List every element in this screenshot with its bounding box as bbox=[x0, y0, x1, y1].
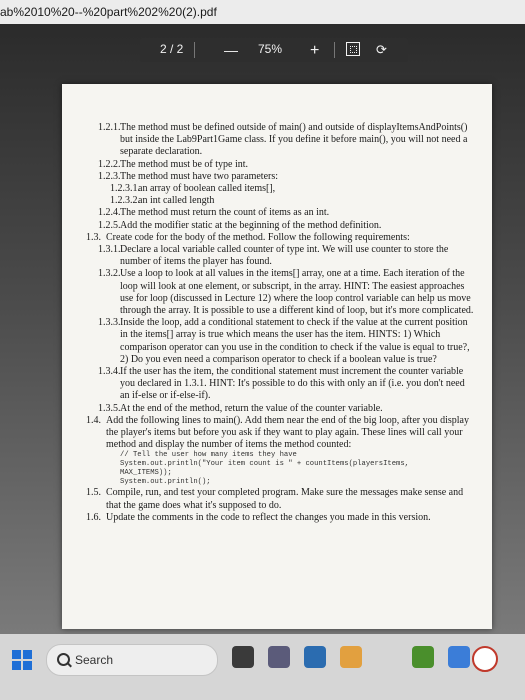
doc-list-item bbox=[86, 171, 476, 183]
doc-list-item bbox=[86, 403, 476, 415]
doc-item-number: 1.2.1. bbox=[98, 122, 121, 133]
page-indicator[interactable]: 2 / 2 bbox=[160, 42, 184, 56]
page-content bbox=[86, 122, 476, 524]
toolbar-divider bbox=[194, 42, 195, 58]
doc-list-item bbox=[86, 244, 476, 268]
doc-item-text: an int called length bbox=[138, 195, 215, 207]
taskbar-app-icon[interactable] bbox=[412, 646, 434, 668]
doc-list-item bbox=[86, 159, 476, 171]
doc-item-number: 1.3. bbox=[86, 231, 101, 243]
doc-item-number: 1.3.5. bbox=[98, 402, 121, 414]
doc-item-number: 1.2.3.1. bbox=[110, 183, 140, 195]
doc-item-text: an array of boolean called items[], bbox=[138, 183, 276, 195]
taskbar-app-icon[interactable] bbox=[304, 646, 326, 668]
doc-item-number: 1.3.4. bbox=[98, 366, 121, 378]
doc-item-number: 1.6. bbox=[86, 511, 101, 523]
doc-item-number: 1.3.3. bbox=[98, 317, 121, 329]
doc-list-item bbox=[86, 183, 476, 195]
doc-item-number: 1.3.1. bbox=[98, 244, 121, 256]
code-block: // Tell the user how many items they have System.out.println("Your item count is " + countItems(playersItems, MAX_ITEMS)); System.out.println(); bbox=[120, 451, 409, 487]
doc-item-number: 1.3.2. bbox=[98, 268, 121, 280]
doc-list-item bbox=[86, 207, 476, 219]
doc-item-number: 1.2.3. bbox=[98, 170, 121, 182]
doc-item-number: 1.2.4. bbox=[98, 207, 121, 219]
window-title: ab%2010%20--%20part%202%20(2).pdf bbox=[0, 5, 217, 19]
doc-item-text: Create code for the body of the method. Follow the following requirements: bbox=[106, 231, 410, 243]
windows-start-icon[interactable] bbox=[12, 650, 32, 670]
doc-item-text: Declare a local variable called counter of type int. We will use counter to store the number of items the player has found. bbox=[120, 244, 449, 268]
window-titlebar bbox=[0, 0, 525, 25]
taskbar-app-icon[interactable] bbox=[268, 646, 290, 668]
rotate-icon[interactable]: ⟳ bbox=[376, 42, 387, 57]
doc-list-item bbox=[86, 366, 476, 403]
browser-icon[interactable] bbox=[472, 646, 498, 672]
doc-item-text: Compile, run, and test your completed program. Make sure the messages make sense and that the game does what it's supposed to do. bbox=[106, 487, 464, 511]
doc-item-number: 1.5. bbox=[86, 487, 101, 499]
doc-list-item bbox=[86, 317, 476, 366]
toolbar-divider bbox=[334, 42, 335, 58]
doc-item-text: Add the following lines to main(). Add them near the end of the big loop, after you display the player's items but before you ask if they want to play again. These lines will call your method and display the number of items the method counted: bbox=[106, 414, 469, 451]
doc-item-number: 1.2.3.2. bbox=[110, 195, 140, 207]
pdf-toolbar bbox=[140, 38, 408, 62]
doc-list-item bbox=[86, 122, 476, 159]
search-label: Search bbox=[75, 653, 114, 667]
doc-list-item bbox=[86, 195, 476, 207]
doc-list-item bbox=[86, 512, 476, 524]
doc-list-item bbox=[86, 268, 476, 317]
doc-item-text: The method must be defined outside of main() and outside of displayItemsAndPoints() but inside the Lab9Part1Game class. If you define it before main(), you will not need a separate declaration. bbox=[120, 122, 468, 158]
doc-item-text: Inside the loop, add a conditional statement to check if the value at the current position in the items[] array is true which means the user has the item. HINTS: 1) Which comparison operator can you use in the condition to check if the value is equal to true?, 2) Do you even need a comparison operator to check if a boolean value is true? bbox=[120, 317, 470, 365]
zoom-level[interactable]: 75% bbox=[258, 42, 283, 56]
doc-item-text: Add the modifier static at the beginning of the method definition. bbox=[120, 219, 382, 231]
doc-item-text: The method must be of type int. bbox=[120, 158, 249, 170]
doc-item-number: 1.2.2. bbox=[98, 158, 121, 170]
taskbar-app-icon[interactable] bbox=[448, 646, 470, 668]
fit-page-icon[interactable] bbox=[346, 42, 360, 56]
doc-item-number: 1.4. bbox=[86, 414, 101, 426]
taskbar-search[interactable] bbox=[46, 644, 218, 676]
doc-list-item bbox=[86, 220, 476, 232]
doc-item-text: Update the comments in the code to reflect the changes you made in this version. bbox=[106, 511, 431, 523]
search-icon bbox=[57, 653, 70, 666]
taskbar-app-icon[interactable] bbox=[340, 646, 362, 668]
doc-item-text: At the end of the method, return the value of the counter variable. bbox=[120, 402, 383, 414]
doc-list-item bbox=[86, 232, 476, 244]
pdf-page bbox=[62, 84, 492, 629]
taskbar bbox=[0, 634, 525, 700]
taskbar-app-icon[interactable] bbox=[232, 646, 254, 668]
doc-item-text: The method must return the count of items as an int. bbox=[120, 207, 330, 219]
doc-list-item bbox=[86, 487, 476, 511]
doc-item-text: Use a loop to look at all values in the items[] array, one at a time. Each iteration of the loop will look at one element, or subscript, in the array. HINT: The easiest approaches use for loop (discussed in Lecture 12) where the loop control variable can help us move through the array. It is possible to use a different kind of loop, but it's more complicated. bbox=[120, 268, 474, 317]
zoom-in-button[interactable]: + bbox=[310, 42, 320, 59]
doc-item-text: If the user has the item, the conditional statement must increment the counter variable you declared in 1.3.1. HINT: It's possible to do this with only an if (i.e. you don't need an if-else or if-else-if). bbox=[120, 366, 465, 402]
zoom-out-button[interactable]: — bbox=[224, 42, 238, 58]
doc-list-item bbox=[86, 415, 476, 452]
doc-item-number: 1.2.5. bbox=[98, 219, 121, 231]
doc-item-text: The method must have two parameters: bbox=[120, 170, 279, 182]
